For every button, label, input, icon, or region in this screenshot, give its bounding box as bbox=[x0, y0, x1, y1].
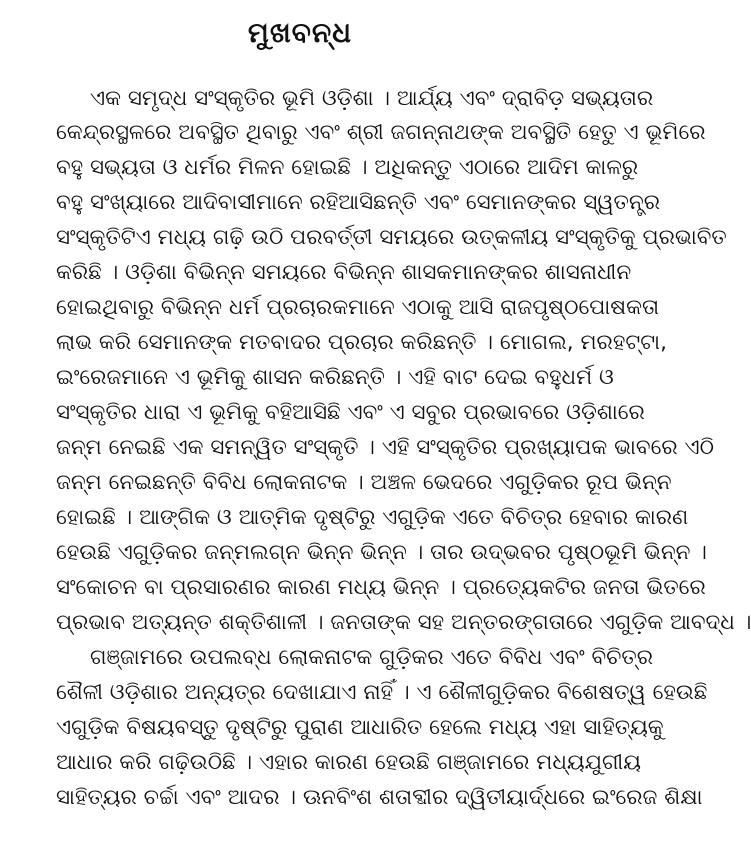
paragraph-2-line-5: ସାହିତ୍ୟର ଚର୍ଚ୍ଚା ଏବଂ ଆଦର । ଊନବିଂଶ ଶତାବ୍ଦୀର ଦ୍ୱିତୀୟାର୍ଦ୍ଧରେ ଇଂରେଜ ଶିକ୍ଷା bbox=[56, 785, 703, 810]
paragraph-1-line-2: କେନ୍ଦ୍ରସ୍ଥଳରେ ଅବସ୍ଥିତ ଥିବାରୁ ଏବଂ ଶ୍ରୀ ଜଗନ୍ନାଥଙ୍କ ଅବସ୍ଥିତି ହେତୁ ଏ ଭୂମିରେ bbox=[56, 120, 706, 145]
paragraph-2-line-2: ଶୈଳୀ ଓଡ଼ିଶାର ଅନ୍ୟତ୍ର ଦେଖାଯାଏ ନାହିଁ । ଏ ଶୈଳୀଗୁଡ଼ିକର ବିଶେଷତ୍ୱ ହେଉଛି bbox=[56, 680, 708, 705]
paragraph-1-line-5: ସଂସ୍କୃତିଟିଏ ମଧ୍ୟ ଗଢ଼ି ଉଠି ପରବର୍ତ୍ତୀ ସମୟରେ ଉତ୍କଳୀୟ ସଂସ୍କୃତିକୁ ପ୍ରଭାବିତ bbox=[56, 225, 727, 250]
paragraph-1-line-12: ଜନ୍ମ ନେଇଛନ୍ତି ବିବିଧ ଲୋକନାଟକ । ଅଞ୍ଚଳ ଭେଦରେ ଏଗୁଡ଼ିକର ରୂପ ଭିନ୍ନ bbox=[56, 470, 672, 495]
paragraph-2-line-4: ଆଧାର କରି ଗଢ଼ିଉଠିଛି । ଏହାର କାରଣ ହେଉଛି ଗଞ୍ଜାମରେ ମଧ୍ୟଯୁଗୀୟ bbox=[56, 750, 641, 775]
paragraph-1-line-3: ବହୁ ସଭ୍ୟତା ଓ ଧର୍ମର ମିଳନ ହୋଇଛି । ଅଧିକନ୍ତୁ ଏଠାରେ ଆଦିମ କାଳରୁ bbox=[56, 155, 639, 180]
paragraph-1-line-1: ଏକ ସମୃଦ୍ଧ ସଂସ୍କୃତିର ଭୂମି ଓଡ଼ିଶା । ଆର୍ଯ୍ୟ ଏବଂ ଦ୍ରାବିଡ଼ ସଭ୍ୟତାର bbox=[90, 86, 654, 111]
paragraph-1-line-4: ବହୁ ସଂଖ୍ୟାରେ ଆଦିବାସୀମାନେ ରହିଆସିଛନ୍ତି ଏବଂ ସେମାନଙ୍କର ସ୍ୱତନ୍ତ୍ର bbox=[56, 190, 660, 215]
paragraph-1-line-8: ଲାଭ କରି ସେମାନଙ୍କ ମତବାଦର ପ୍ରଚାର କରିଛନ୍ତି । ମୋଗଲ, ମରହଟ୍ଟା, bbox=[56, 330, 667, 355]
paragraph-2-line-1: ଗଞ୍ଜାମରେ ଉପଲବ୍ଧ ଲୋକନାଟକ ଗୁଡ଼ିକର ଏତେ ବିବିଧ ଏବଂ ବିଚିତ୍ର bbox=[90, 645, 654, 670]
paragraph-1-line-7: ହୋଇଥିବାରୁ ବିଭିନ୍ନ ଧର୍ମ ପ୍ରଚାରକମାନେ ଏଠାକୁ ଆସି ରାଜପୃଷ୍ଠପୋଷକତା bbox=[56, 295, 660, 320]
paragraph-1-line-14: ହେଉଛି ଏଗୁଡ଼ିକର ଜନ୍ମଲଗ୍ନ ଭିନ୍ନ ଭିନ୍ନ । ତାର ଉଦ୍ଭବର ପୃଷ୍ଠଭୂମି ଭିନ୍ନ । bbox=[56, 540, 707, 565]
paragraph-1-line-15: ସଂକୋଚନ ବା ପ୍ରସାରଣର କାରଣ ମଧ୍ୟ ଭିନ୍ନ । ପ୍ରତ୍ୟେକଟିର ଜନତା ଭିତରେ bbox=[56, 575, 706, 600]
paragraph-1-line-10: ସଂସ୍କୃତିର ଧାରା ଏ ଭୂମିକୁ ବହିଆସିଛି ଏବଂ ଏ ସବୁର ପ୍ରଭାବରେ ଓଡ଼ିଶାରେ bbox=[56, 400, 645, 425]
paragraph-1-line-9: ଇଂରେଜମାନେ ଏ ଭୂମିକୁ ଶାସନ କରିଛନ୍ତି । ଏହି ବାଟ ଦେଇ ବହୁଧର୍ମ ଓ bbox=[56, 365, 614, 390]
paragraph-1-line-13: ହୋଇଛି । ଆଙ୍ଗିକ ଓ ଆତ୍ମିକ ଦୃଷ୍ଟିରୁ ଏଗୁଡ଼ିକ ଏତେ ବିଚିତ୍ର ହେବାର କାରଣ bbox=[56, 505, 689, 530]
paragraph-1-line-11: ଜନ୍ମ ନେଇଛି ଏକ ସମନ୍ୱିତ ସଂସ୍କୃତି । ଏହି ସଂସ୍କୃତିର ପ୍ରଖ୍ୟାପକ ଭାବରେ ଏଠି bbox=[56, 435, 714, 460]
paragraph-2-line-3: ଏଗୁଡ଼ିକ ବିଷୟବସ୍ତୁ ଦୃଷ୍ଟିରୁ ପୁରାଣ ଆଧାରିତ ହେଲେ ମଧ୍ୟ ଏହା ସାହିତ୍ୟକୁ bbox=[56, 715, 664, 740]
paragraph-1-line-6: କରିଛି । ଓଡ଼ିଶା ବିଭିନ୍ନ ସମୟରେ ବିଭିନ୍ନ ଶାସକମାନଙ୍କର ଶାସନାଧୀନ bbox=[56, 260, 632, 285]
paragraph-1-line-16: ପ୍ରଭାବ ଅତ୍ୟନ୍ତ ଶକ୍ତିଶାଳୀ । ଜନତାଙ୍କ ସହ ଅନ୍ତରଙ୍ଗତାରେ ଏଗୁଡ଼ିକ ଆବଦ୍ଧ । bbox=[56, 610, 751, 635]
page-title: ମୁଖବନ୍ଧ bbox=[247, 16, 353, 49]
